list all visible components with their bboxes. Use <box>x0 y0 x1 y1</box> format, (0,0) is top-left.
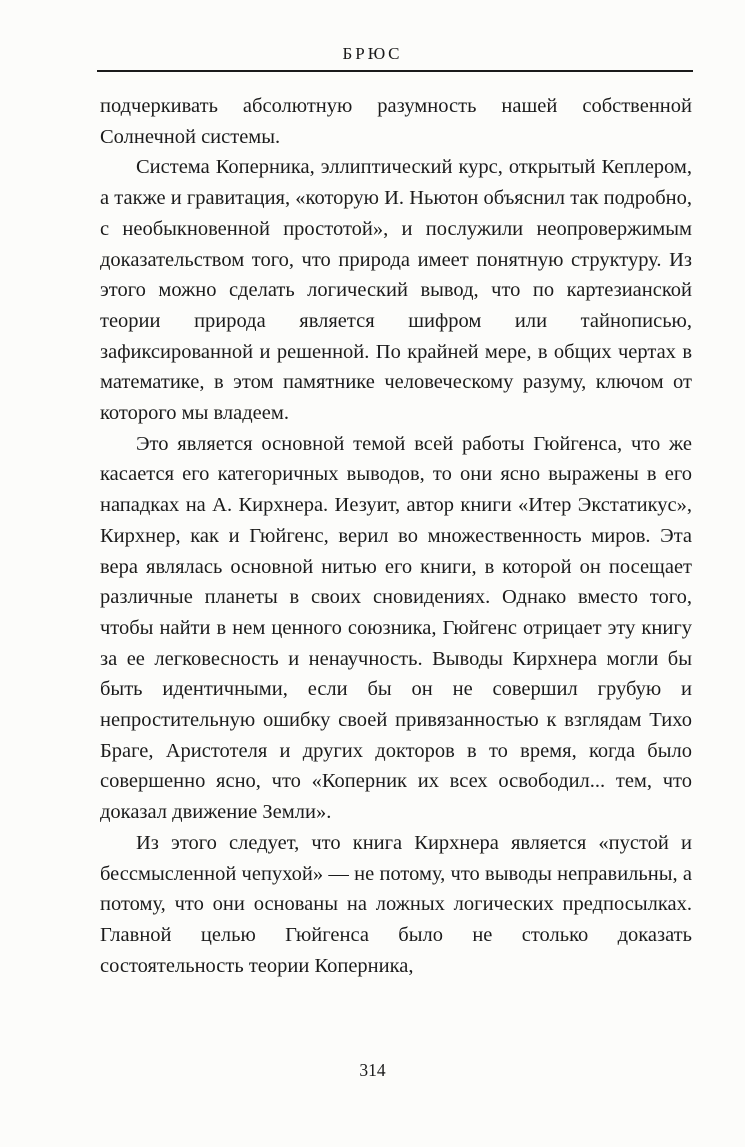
paragraph: Из этого следует, что книга Кирхнера является «пустой и бессмысленной чепухой» — не потому, что выводы неправильны, а потому, что они основаны на ложных логических предпосылках. Главной целью Гюйгенса было не столько доказать состоятельность теории Коперника, <box>100 831 692 977</box>
page-number: 314 <box>359 1060 386 1080</box>
paragraph: подчеркивать абсолютную разумность нашей собственной Солнечной системы. <box>100 95 692 148</box>
header-rule <box>97 70 693 72</box>
running-header: БРЮС <box>342 44 403 63</box>
body-text <box>100 91 692 981</box>
paragraph: Система Коперника, эллиптический курс, открытый Кеплером, а также и гравитация, «которую И. Ньютон объяснил так подробно, с необыкновенной простотой», и послужили неопровержимым доказательством того, что природа имеет понятную структуру. Из этого можно сделать логический вывод, что по картезианской теории природа является шифром или тайнописью, зафиксированной и решенной. По крайней мере, в общих чертах в математике, в этом памятнике человеческому разуму, ключом от которого мы владеем. <box>100 156 692 425</box>
paragraph: Это является основной темой всей работы Гюйгенса, что же касается его категоричных выводов, то они ясно выражены в его нападках на А. Кирхнера. Иезуит, автор книги «Итер Экстатикус», Кирхнер, как и Гюйгенс, верил во множественность миров. Эта вера являлась основной нитью его книги, в которой он посещает различные планеты в своих сновидениях. Однако вместо того, чтобы найти в нем ценного союзника, Гюйгенс отрицает эту книгу за ее легковесность и ненаучность. Выводы Кирхнера могли бы быть идентичными, если бы он не совершил грубую и непростительную ошибку своей привязанностью к взглядам Тихо Браге, Аристотеля и других докторов в то время, когда было совершенно ясно, что «Коперник их всех освободил... тем, что доказал движение Земли». <box>100 432 692 824</box>
